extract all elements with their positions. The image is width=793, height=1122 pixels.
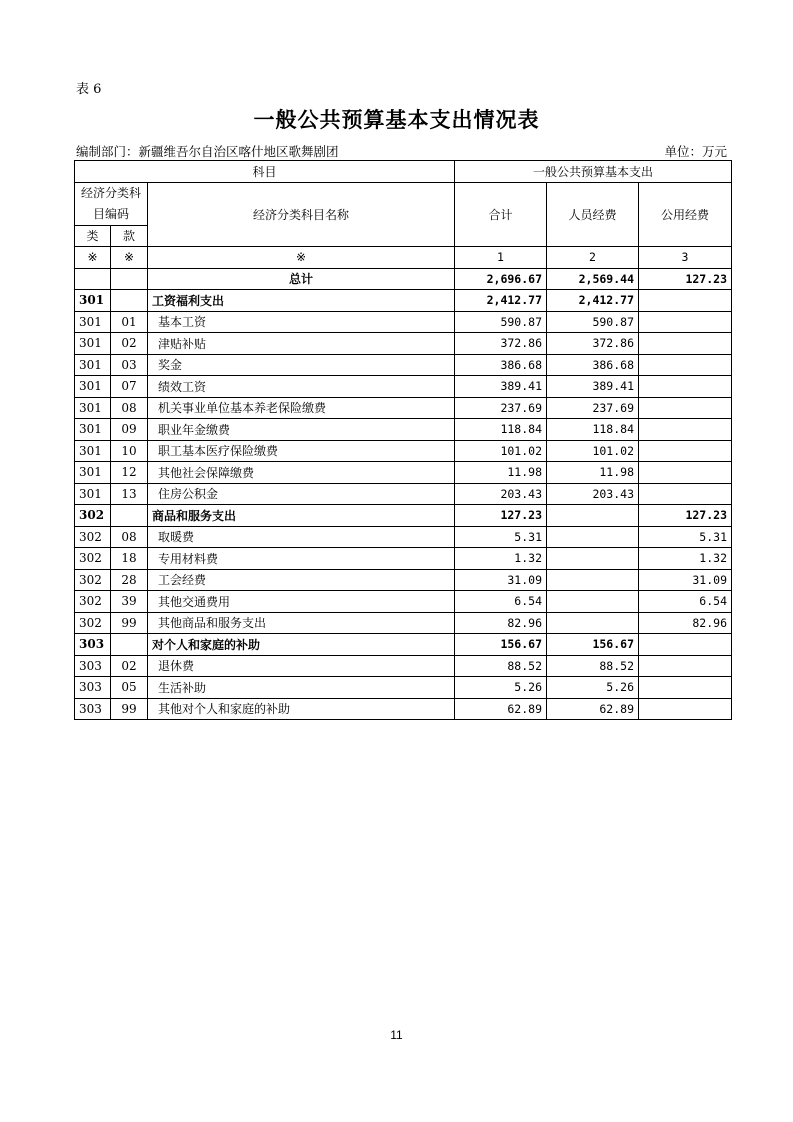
row-public (639, 333, 732, 355)
header-mark: ※ (75, 247, 111, 269)
header-kuan: 款 (111, 225, 148, 247)
table-row (75, 354, 732, 376)
row-name: 其他交通费用 (148, 591, 455, 613)
row-name: 机关事业单位基本养老保险缴费 (148, 397, 455, 419)
row-public (639, 290, 732, 312)
row-lei: 301 (75, 354, 111, 376)
row-personnel: 2,412.77 (547, 290, 639, 312)
table-row (75, 311, 732, 333)
row-lei: 301 (75, 290, 111, 312)
row-personnel: 88.52 (547, 655, 639, 677)
row-public: 1.32 (639, 548, 732, 570)
row-personnel: 156.67 (547, 634, 639, 656)
table-row (75, 333, 732, 355)
row-public (639, 698, 732, 720)
row-total: 11.98 (455, 462, 547, 484)
row-lei: 301 (75, 462, 111, 484)
row-personnel: 590.87 (547, 311, 639, 333)
row-total: 31.09 (455, 569, 547, 591)
row-kuan: 99 (111, 698, 148, 720)
header-mark: ※ (111, 247, 148, 269)
table-row (75, 290, 732, 312)
row-name: 绩效工资 (148, 376, 455, 398)
header-mark: ※ (148, 247, 455, 269)
row-name: 基本工资 (148, 311, 455, 333)
header-public: 公用经费 (639, 182, 732, 247)
row-lei: 301 (75, 440, 111, 462)
header-row-code (75, 182, 732, 225)
row-total: 389.41 (455, 376, 547, 398)
page-title: 一般公共预算基本支出情况表 (253, 107, 540, 132)
table-row (75, 655, 732, 677)
row-kuan (111, 290, 148, 312)
table-row (75, 462, 732, 484)
row-kuan: 03 (111, 354, 148, 376)
table-row (75, 397, 732, 419)
row-lei: 302 (75, 569, 111, 591)
expenditure-table (74, 160, 732, 720)
row-public (639, 677, 732, 699)
row-personnel: 203.43 (547, 483, 639, 505)
row-total: 82.96 (455, 612, 547, 634)
row-personnel: 237.69 (547, 397, 639, 419)
row-kuan: 05 (111, 677, 148, 699)
row-public (639, 397, 732, 419)
total-row (75, 268, 732, 290)
table-row (75, 376, 732, 398)
row-kuan: 02 (111, 655, 148, 677)
row-name: 工会经费 (148, 569, 455, 591)
row-name: 取暖费 (148, 526, 455, 548)
table-row (75, 548, 732, 570)
row-personnel: 11.98 (547, 462, 639, 484)
row-total: 2,412.77 (455, 290, 547, 312)
table-row (75, 483, 732, 505)
row-lei: 301 (75, 397, 111, 419)
row-personnel: 5.26 (547, 677, 639, 699)
row-kuan: 08 (111, 397, 148, 419)
row-total: 372.86 (455, 333, 547, 355)
row-personnel: 118.84 (547, 419, 639, 441)
row-public: 82.96 (639, 612, 732, 634)
table-row (75, 677, 732, 699)
header-name: 经济分类科目名称 (148, 182, 455, 247)
table-row (75, 440, 732, 462)
row-public (639, 419, 732, 441)
header-index: 3 (639, 247, 732, 269)
row-name: 住房公积金 (148, 483, 455, 505)
row-personnel (547, 526, 639, 548)
row-public: 5.31 (639, 526, 732, 548)
header-personnel: 人员经费 (547, 182, 639, 247)
row-public (639, 462, 732, 484)
row-public (639, 354, 732, 376)
row-kuan: 39 (111, 591, 148, 613)
row-kuan: 07 (111, 376, 148, 398)
row-kuan (111, 634, 148, 656)
row-lei: 303 (75, 634, 111, 656)
row-total: 101.02 (455, 440, 547, 462)
table-row (75, 569, 732, 591)
row-public (639, 440, 732, 462)
table-row (75, 526, 732, 548)
row-kuan: 10 (111, 440, 148, 462)
table-row (75, 505, 732, 527)
row-kuan: 18 (111, 548, 148, 570)
row-total: 62.89 (455, 698, 547, 720)
row-lei: 302 (75, 526, 111, 548)
row-personnel: 101.02 (547, 440, 639, 462)
table-number-label: 表 6 (76, 82, 102, 97)
row-personnel (547, 591, 639, 613)
row-public: 31.09 (639, 569, 732, 591)
row-lei: 303 (75, 698, 111, 720)
row-total: 127.23 (455, 505, 547, 527)
row-total: 1.32 (455, 548, 547, 570)
row-personnel (547, 569, 639, 591)
row-public (639, 634, 732, 656)
header-subject: 科目 (75, 161, 455, 183)
row-kuan: 99 (111, 612, 148, 634)
row-total: 203.43 (455, 483, 547, 505)
total-label: 总计 (148, 268, 455, 290)
row-kuan: 08 (111, 526, 148, 548)
row-lei: 302 (75, 548, 111, 570)
row-public (639, 655, 732, 677)
row-name: 奖金 (148, 354, 455, 376)
row-name: 工资福利支出 (148, 290, 455, 312)
row-total: 6.54 (455, 591, 547, 613)
row-lei: 301 (75, 311, 111, 333)
row-lei: 303 (75, 677, 111, 699)
row-name: 其他社会保障缴费 (148, 462, 455, 484)
row-total: 590.87 (455, 311, 547, 333)
table-row (75, 612, 732, 634)
total-public: 127.23 (639, 268, 732, 290)
header-row-subject (75, 161, 732, 183)
header-row-index (75, 247, 732, 269)
row-kuan: 09 (111, 419, 148, 441)
total-personnel: 2,569.44 (547, 268, 639, 290)
row-name: 商品和服务支出 (148, 505, 455, 527)
row-lei: 301 (75, 376, 111, 398)
row-public (639, 311, 732, 333)
row-personnel: 389.41 (547, 376, 639, 398)
row-total: 386.68 (455, 354, 547, 376)
row-personnel: 372.86 (547, 333, 639, 355)
row-lei: 301 (75, 419, 111, 441)
row-public (639, 376, 732, 398)
row-personnel (547, 612, 639, 634)
row-personnel (547, 505, 639, 527)
row-public: 6.54 (639, 591, 732, 613)
row-name: 职业年金缴费 (148, 419, 455, 441)
table-row (75, 634, 732, 656)
row-kuan: 12 (111, 462, 148, 484)
header-code: 经济分类科目编码 (75, 182, 148, 225)
row-total: 237.69 (455, 397, 547, 419)
total-lei (75, 268, 111, 290)
page-number: 11 (390, 1028, 403, 1042)
row-total: 118.84 (455, 419, 547, 441)
row-personnel (547, 548, 639, 570)
table-row (75, 419, 732, 441)
row-name: 其他对个人和家庭的补助 (148, 698, 455, 720)
row-name: 生活补助 (148, 677, 455, 699)
row-name: 津贴补贴 (148, 333, 455, 355)
row-name: 其他商品和服务支出 (148, 612, 455, 634)
header-index: 1 (455, 247, 547, 269)
total-sum: 2,696.67 (455, 268, 547, 290)
row-total: 88.52 (455, 655, 547, 677)
row-kuan: 28 (111, 569, 148, 591)
header-lei: 类 (75, 225, 111, 247)
row-total: 5.26 (455, 677, 547, 699)
row-name: 专用材料费 (148, 548, 455, 570)
row-kuan: 13 (111, 483, 148, 505)
row-kuan: 02 (111, 333, 148, 355)
row-kuan: 01 (111, 311, 148, 333)
row-total: 5.31 (455, 526, 547, 548)
row-lei: 302 (75, 591, 111, 613)
row-total: 156.67 (455, 634, 547, 656)
header-budget: 一般公共预算基本支出 (455, 161, 732, 183)
row-public (639, 483, 732, 505)
row-lei: 303 (75, 655, 111, 677)
unit-label: 单位：万元 (664, 144, 727, 159)
total-kuan (111, 268, 148, 290)
header-total: 合计 (455, 182, 547, 247)
row-public: 127.23 (639, 505, 732, 527)
row-kuan (111, 505, 148, 527)
row-name: 职工基本医疗保险缴费 (148, 440, 455, 462)
row-lei: 301 (75, 333, 111, 355)
header-index: 2 (547, 247, 639, 269)
row-lei: 302 (75, 505, 111, 527)
row-name: 对个人和家庭的补助 (148, 634, 455, 656)
row-lei: 301 (75, 483, 111, 505)
row-personnel: 386.68 (547, 354, 639, 376)
table-row (75, 698, 732, 720)
row-name: 退休费 (148, 655, 455, 677)
row-lei: 302 (75, 612, 111, 634)
department-label: 编制部门：新疆维吾尔自治区喀什地区歌舞剧团 (76, 144, 339, 159)
table-row (75, 591, 732, 613)
row-personnel: 62.89 (547, 698, 639, 720)
